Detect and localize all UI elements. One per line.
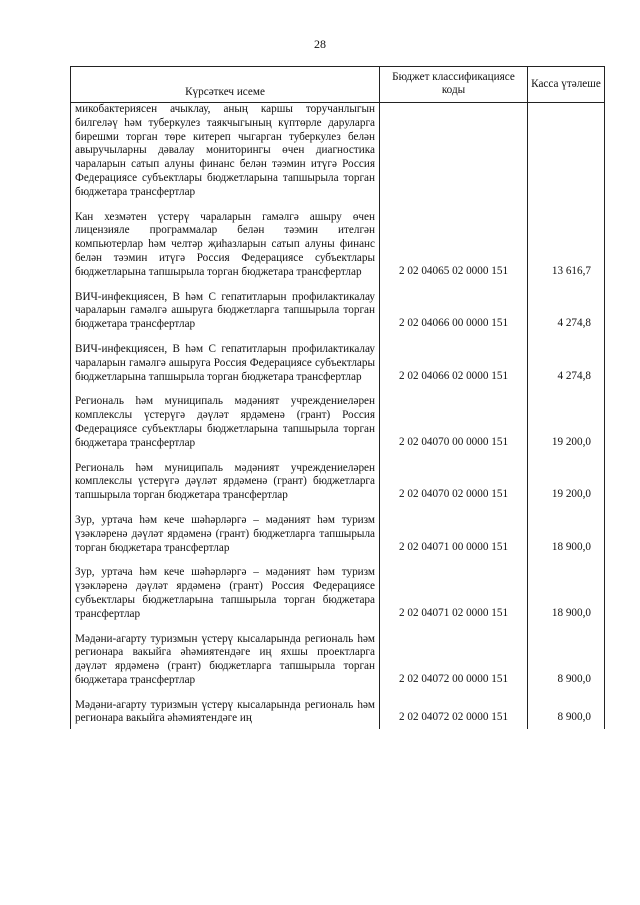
row-code: 2 02 04066 02 0000 151 xyxy=(380,335,528,387)
table-row xyxy=(71,506,605,558)
row-code: 2 02 04065 02 0000 151 xyxy=(380,203,528,283)
row-amount xyxy=(528,103,605,203)
row-code: 2 02 04070 00 0000 151 xyxy=(380,387,528,453)
header-budget-code: Бюджет классификациясе коды xyxy=(380,67,528,103)
row-name: Мәдәни-агарту туризмын үстерү кысаларында региональ һәм регионара вакыйга әһәмиятендәге иң xyxy=(71,691,380,730)
row-code xyxy=(380,103,528,203)
row-amount: 18 900,0 xyxy=(528,558,605,624)
table-header-row xyxy=(71,67,605,103)
row-name: Зур, уртача һәм кече шәһәрләргә – мәдәният һәм туризм үзәкләренә дәүләт ярдәменә (грант) бюджетларга тапшырыла торган бюджетара трансфертлар xyxy=(71,506,380,558)
row-amount: 19 200,0 xyxy=(528,387,605,453)
row-name: микобактериясен ачыклау, аның каршы торучанлыгын билгеләү һәм туберкулез таякчыгының күптөрле даруларга бирешми торган төре китереп чыгарган туберкулез белән авыручыларны дәвалау мониторингы өчен диагностика чараларын сатып алуны финанс белән тәэмин итүгә Россия Федерациясе субъектлары бюджетларына тапшырыла торган бюджетара трансфертлар xyxy=(71,103,380,203)
row-name: Кан хезмәтен үстерү чараларын гамәлгә ашыру өчен лицензияле программалар белән тәэмин ителгән компьютерлар һәм челтәр җиһазларын сатып алуны финанс белән тәэмин итүгә Россия Федерациясе субъектлары бюджетларына тапшырыла торган бюджетара трансфертлар xyxy=(71,203,380,283)
budget-table xyxy=(70,66,605,729)
table-row xyxy=(71,203,605,283)
table-row xyxy=(71,283,605,335)
table-row xyxy=(71,335,605,387)
row-amount: 8 900,0 xyxy=(528,625,605,691)
row-name: Региональ һәм муниципаль мәдәният учреждениеләрен комплекслы үстерүгә дәүләт ярдәменә (грант) Россия Федерациясе субъектлары бюджетларына тапшырыла торган бюджетара трансфертлар xyxy=(71,387,380,453)
row-name: Региональ һәм муниципаль мәдәният учреждениеләрен комплекслы үстерүгә дәүләт ярдәменә (грант) бюджетларга тапшырыла торган бюджетара трансфертлар xyxy=(71,454,380,506)
page-number: 28 xyxy=(314,37,326,51)
row-code: 2 02 04071 02 0000 151 xyxy=(380,558,528,624)
table-row xyxy=(71,387,605,453)
row-amount: 19 200,0 xyxy=(528,454,605,506)
row-name: ВИЧ-инфекциясен, В һәм С гепатитларын профилактикалау чараларын гамәлгә ашыруга Россия Федерациясе субъектлары бюджетларына тапшырыла торган бюджетара трансфертлар xyxy=(71,335,380,387)
row-code: 2 02 04072 00 0000 151 xyxy=(380,625,528,691)
row-amount: 18 900,0 xyxy=(528,506,605,558)
row-amount: 13 616,7 xyxy=(528,203,605,283)
header-cash-execution: Касса үтәлеше xyxy=(528,67,605,103)
table-row xyxy=(71,558,605,624)
row-amount: 4 274,8 xyxy=(528,335,605,387)
row-name: ВИЧ-инфекциясен, В һәм С гепатитларын профилактикалау чараларын гамәлгә ашыруга бюджетларга тапшырыла торган бюджетара трансфертлар xyxy=(71,283,380,335)
row-name: Зур, уртача һәм кече шәһәрләргә – мәдәният һәм туризм үзәкләренә дәүләт ярдәменә (грант) Россия Федерациясе субъектлары бюджетларына тапшырыла торган бюджетара трансфертлар xyxy=(71,558,380,624)
row-amount: 8 900,0 xyxy=(528,691,605,730)
row-code: 2 02 04071 00 0000 151 xyxy=(380,506,528,558)
row-amount: 4 274,8 xyxy=(528,283,605,335)
row-code: 2 02 04066 00 0000 151 xyxy=(380,283,528,335)
table-row xyxy=(71,454,605,506)
row-code: 2 02 04070 02 0000 151 xyxy=(380,454,528,506)
row-code: 2 02 04072 02 0000 151 xyxy=(380,691,528,730)
table-row xyxy=(71,103,605,203)
row-name: Мәдәни-агарту туризмын үстерү кысаларында региональ һәм регионара вакыйга әһәмиятендәге иң яхшы проектларга дәүләт ярдәменә (грант) бюджетларга тапшырыла торган бюджетара трансфертлар xyxy=(71,625,380,691)
header-indicator-name: Күрсәткеч исеме xyxy=(71,67,380,103)
table-row xyxy=(71,625,605,691)
table-row xyxy=(71,691,605,730)
